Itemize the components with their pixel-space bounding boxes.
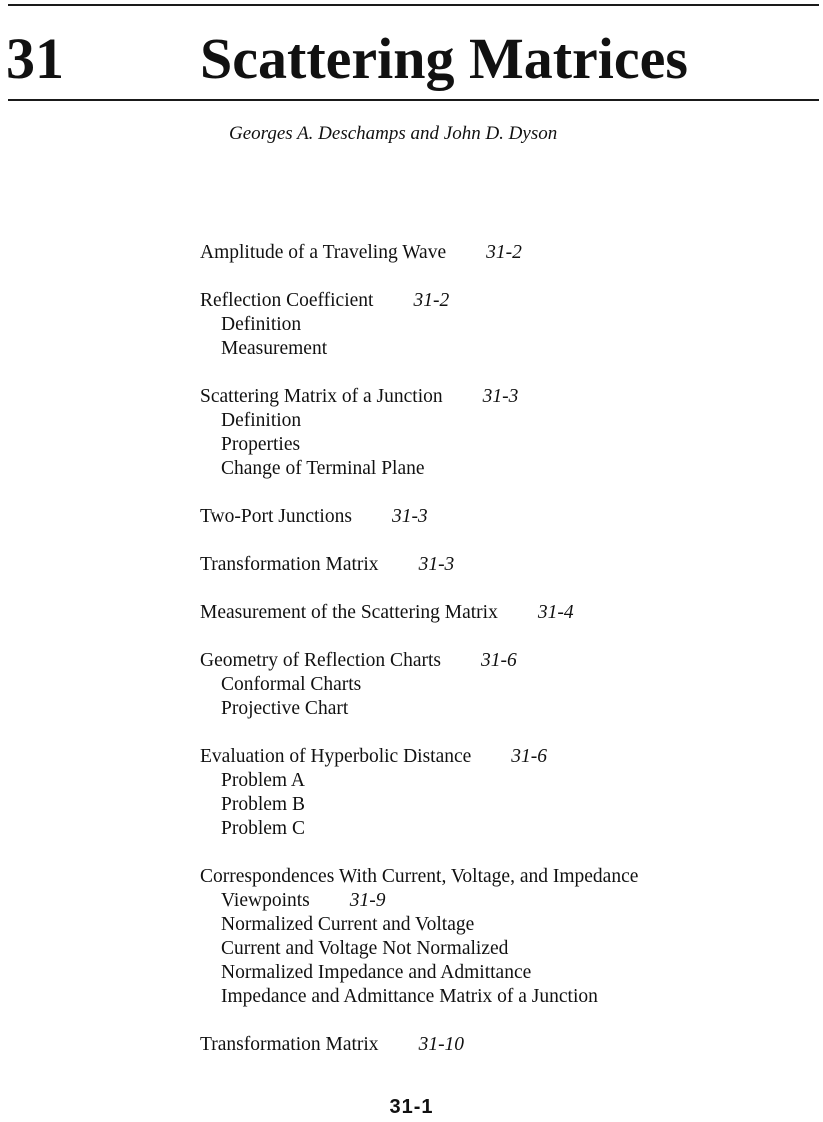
toc-entry — [200, 1033, 800, 1057]
toc-entry — [200, 601, 800, 625]
toc-entry-heading — [200, 385, 800, 409]
toc-subentry: Definition — [221, 314, 302, 335]
toc-entry-title: Correspondences With Current, Voltage, and Impedance — [200, 866, 639, 887]
toc-subentry: Problem A — [221, 770, 305, 791]
toc-entry-page: 31-4 — [537, 602, 574, 623]
toc-subentry: Current and Voltage Not Normalized — [221, 938, 509, 959]
toc-subentry: Impedance and Admittance Matrix of a Junction — [221, 986, 598, 1007]
toc-entry — [200, 385, 800, 481]
title-rule — [8, 99, 819, 101]
page-number: 31-1 — [389, 1096, 434, 1118]
toc-subentry: Conformal Charts — [221, 674, 362, 695]
toc-entry-page: 31-6 — [480, 650, 517, 671]
toc-subentry: Measurement — [221, 338, 328, 359]
toc-entry-page: 31-10 — [418, 1034, 465, 1055]
toc-subentry: Problem B — [221, 794, 305, 815]
toc-entry — [200, 649, 800, 721]
toc-entry — [200, 553, 800, 577]
toc-subentry: Normalized Current and Voltage — [221, 914, 475, 935]
toc-entry-title-continued: Viewpoints — [221, 890, 310, 911]
toc-subentry: Normalized Impedance and Admittance — [221, 962, 532, 983]
toc-entry-title: Scattering Matrix of a Junction — [200, 386, 443, 407]
toc-entry — [200, 745, 800, 841]
toc-subentry: Change of Terminal Plane — [221, 458, 425, 479]
toc-entry-heading — [200, 289, 800, 313]
toc-entry — [200, 241, 800, 265]
toc-entry-title: Reflection Coefficient — [200, 290, 374, 311]
toc-subentry: Definition — [221, 410, 302, 431]
toc-entry-heading — [200, 745, 800, 769]
toc-entry-title: Transformation Matrix — [200, 554, 379, 575]
toc-entry-title: Measurement of the Scattering Matrix — [200, 602, 498, 623]
toc-entry-heading-continued — [200, 889, 800, 913]
toc-entry-title: Transformation Matrix — [200, 1034, 379, 1055]
toc-entry-page: 31-6 — [511, 746, 548, 767]
toc-entry-title: Evaluation of Hyperbolic Distance — [200, 746, 472, 767]
toc-entry — [200, 505, 800, 529]
toc-entry-page: 31-9 — [349, 890, 386, 911]
toc-entry-heading — [200, 553, 800, 577]
top-rule — [8, 4, 819, 6]
toc-subentry: Problem C — [221, 818, 305, 839]
toc-entry-heading — [200, 865, 800, 889]
toc-subentry: Properties — [221, 434, 301, 455]
toc-entry — [200, 865, 800, 1009]
toc-entry-page: 31-2 — [413, 290, 450, 311]
toc-entry-title: Geometry of Reflection Charts — [200, 650, 441, 671]
toc-entry-heading — [200, 505, 800, 529]
toc-entry-page: 31-2 — [486, 242, 522, 263]
chapter-number: 31 — [6, 26, 64, 91]
toc-entry-heading — [200, 649, 800, 673]
toc-entry-heading — [200, 1033, 800, 1057]
toc-entry-page: 31-3 — [482, 386, 519, 407]
toc-entry-page: 31-3 — [418, 554, 455, 575]
toc-entry-title: Two-Port Junctions — [200, 506, 352, 527]
chapter-title: Scattering Matrices — [200, 26, 688, 91]
toc-entry-title: Amplitude of a Traveling Wave — [200, 242, 447, 263]
table-of-contents — [200, 241, 800, 1081]
toc-entry-heading — [200, 601, 800, 625]
chapter-authors: Georges A. Deschamps and John D. Dyson — [229, 123, 558, 144]
toc-entry-heading — [200, 241, 800, 265]
toc-subentry: Projective Chart — [221, 698, 349, 719]
toc-entry-page: 31-3 — [391, 506, 428, 527]
toc-entry — [200, 289, 800, 361]
